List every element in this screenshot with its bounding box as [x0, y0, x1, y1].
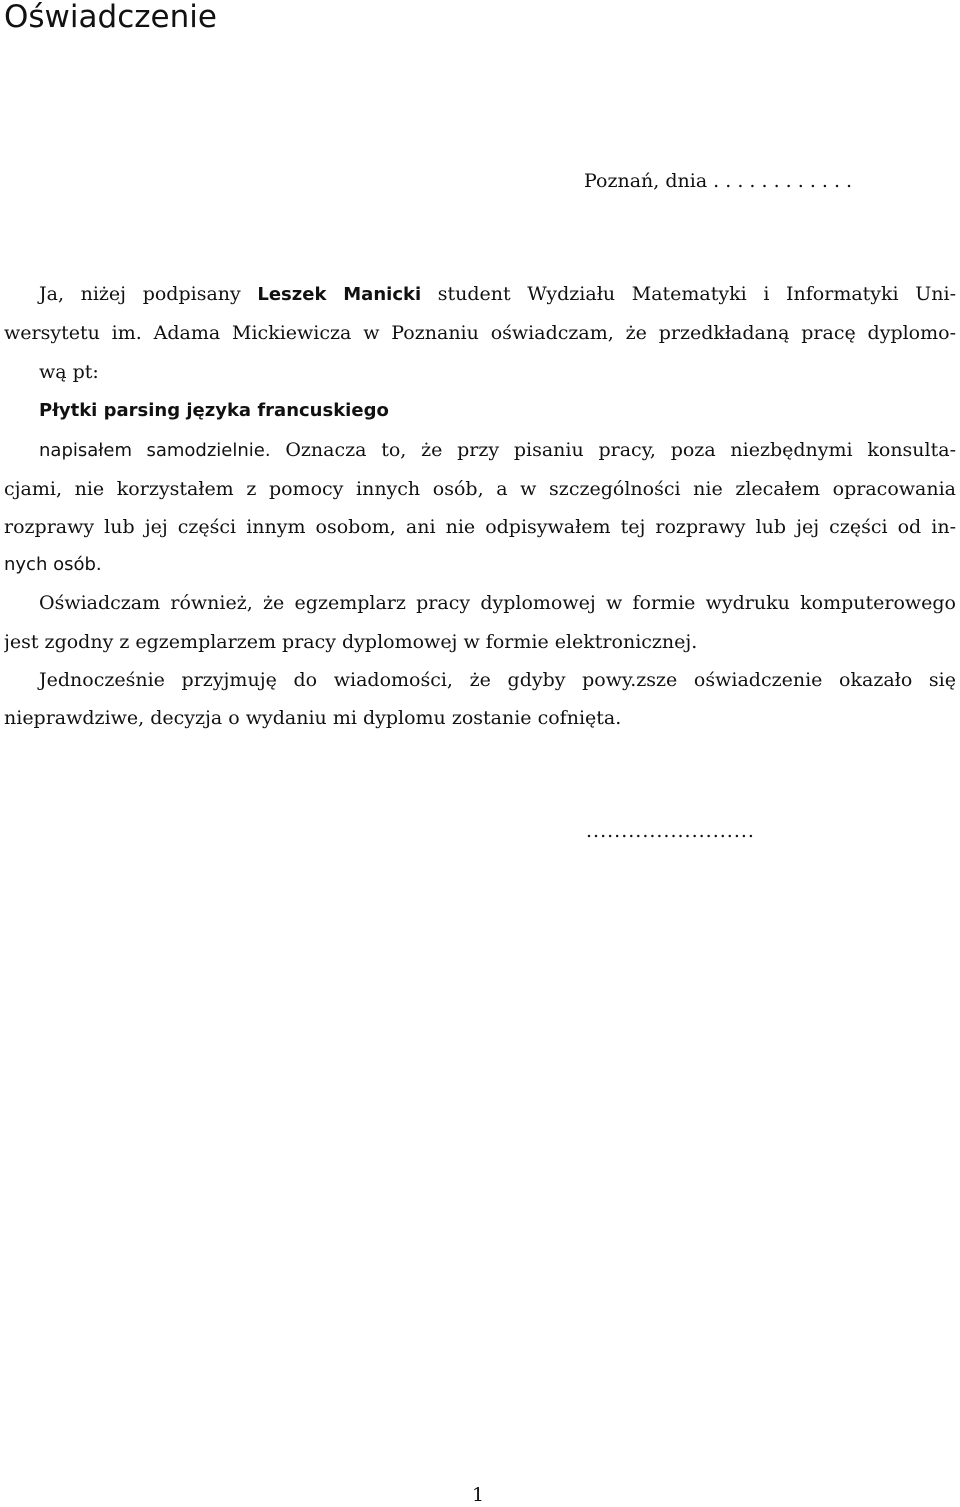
copy-statement-line-2: jest zgodny z egzemplarzem pracy dyplomowej w formie elektronicznej. — [4, 631, 698, 653]
statement-line-4: nych osób. — [4, 554, 102, 575]
statement-lead: napisałem samodzielnie. — [39, 440, 271, 461]
statement-line-2: cjami, nie korzystałem z pomocy innych osób, a w szczególności nie zlecałem opracowania — [4, 478, 956, 500]
page-number: 1 — [472, 1484, 485, 1506]
declaration-line-2: wersytetu im. Adama Mickiewicza w Poznaniu oświadczam, że przedkładaną pracę dyplomo- — [4, 322, 956, 344]
declarant-affiliation: student Wydziału Matematyki i Informatyki Uni- — [421, 283, 956, 305]
statement-rest: Oznacza to, że przy pisaniu pracy, poza niezbędnymi konsulta- — [270, 439, 956, 461]
thesis-title: Płytki parsing języka francuskiego — [39, 400, 389, 421]
page-title: Oświadczenie — [4, 0, 217, 35]
declarant-name: Leszek Manicki — [257, 284, 422, 305]
date-line: Poznań, dnia . . . . . . . . . . . . — [584, 170, 853, 192]
declaration-line-1 — [4, 281, 956, 307]
statement-line-3: rozprawy lub jej części innym osobom, ani nie odpisywałem tej rozprawy lub jej części od in- — [4, 516, 956, 538]
declarant-intro: Ja, niżej podpisany — [39, 283, 258, 305]
declaration-line-3: wą pt: — [39, 361, 99, 383]
consequence-line-2: nieprawdziwe, decyzja o wydaniu mi dyplomu zostanie cofnięta. — [4, 707, 622, 729]
statement-line-1 — [4, 437, 956, 463]
copy-statement-line-1: Oświadczam również, że egzemplarz pracy dyplomowej w formie wydruku komputerowego — [39, 592, 956, 614]
consequence-line-1: Jednocześnie przyjmuję do wiadomości, że gdyby powy.zsze oświadczenie okazało się — [39, 669, 956, 691]
signature-line: ........................ — [586, 820, 755, 842]
